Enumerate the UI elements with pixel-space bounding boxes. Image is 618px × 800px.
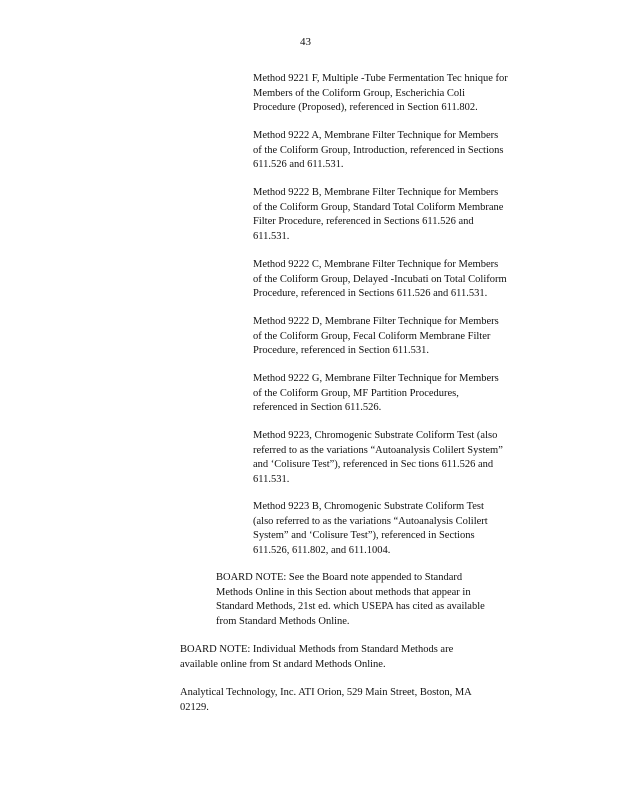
method-9222b-paragraph: Method 9222 B, Membrane Filter Technique for Members of the Coliform Group, Standard Total Coliform Membrane Filter Procedure, referenced in Sections 611.526 and 611.531.	[253, 187, 504, 242]
method-9221f-paragraph: Method 9221 F, Multiple -Tube Fermentation Tec hnique for Members of the Coliform Group, Escherichia Coli Procedure (Proposed), referenced in Section 611.802.	[253, 73, 508, 113]
analytical-technology-entry: Analytical Technology, Inc. ATI Orion, 529 Main Street, Boston, MA 02129.	[180, 687, 472, 713]
method-9222a-paragraph: Method 9222 A, Membrane Filter Technique for Members of the Coliform Group, Introduction, referenced in Sections 611.526 and 611.531.	[253, 130, 504, 170]
method-9222c-paragraph: Method 9222 C, Membrane Filter Technique for Members of the Coliform Group, Delayed -Incubati on Total Coliform Procedure, referenced in Sections 611.526 and 611.531.	[253, 259, 507, 299]
board-note-standard-methods-online: BOARD NOTE: See the Board note appended to Standard Methods Online in this Section about methods that appear in Standard Methods, 21st ed. which USEPA has cited as available from Standard Methods Online.	[216, 572, 485, 627]
page-number: 43	[300, 36, 311, 48]
method-9222d-paragraph: Method 9222 D, Membrane Filter Technique for Members of the Coliform Group, Fecal Coliform Membrane Filter Procedure, referenced in Section 611.531.	[253, 316, 499, 356]
method-9223b-paragraph: Method 9223 B, Chromogenic Substrate Coliform Test (also referred to as the variations “Autoanalysis Colilert System” and ‘Colisure Test”), referenced in Sections 611.526, 611.802, and 611.1004.	[253, 501, 488, 556]
method-9222g-paragraph: Method 9222 G, Membrane Filter Technique for Members of the Coliform Group, MF Partition Procedures, referenced in Section 611.526.	[253, 373, 499, 413]
board-note-individual-methods: BOARD NOTE: Individual Methods from Standard Methods are available online from St andard Methods Online.	[180, 644, 454, 670]
method-9223-paragraph: Method 9223, Chromogenic Substrate Coliform Test (also referred to as the variations “Autoanalysis Colilert System” and ‘Colisure Test”), referenced in Sec tions 611.526 and 611.531.	[253, 430, 503, 485]
